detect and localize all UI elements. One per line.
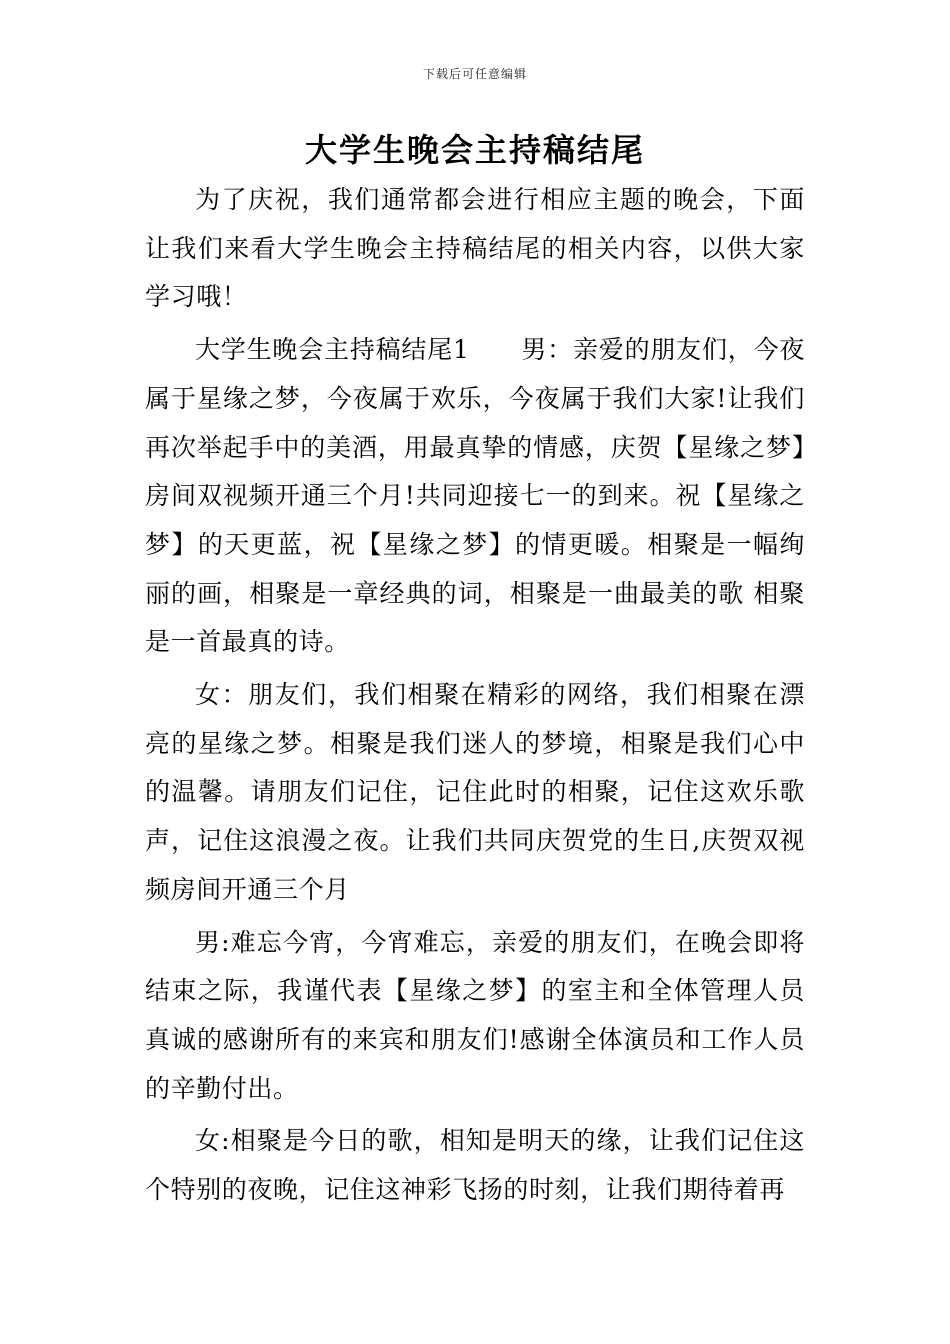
paragraph-female-1: 女：朋友们，我们相聚在精彩的网络，我们相聚在漂亮的星缘之梦。相聚是我们迷人的梦境，相聚是我们心中的温馨。请朋友们记住，记住此时的相聚，记住这欢乐歌声，记住这浪漫之夜。让我们共同庆贺党的生日,庆贺双视频房间开通三个月: [145, 680, 805, 904]
paragraph-male-2: 男:难忘今宵，今宵难忘，亲爱的朋友们，在晚会即将结束之际，我谨代表【星缘之梦】的室主和全体管理人员真诚的感谢所有的来宾和朋友们!感谢全体演员和工作人员的辛勤付出。: [145, 927, 805, 1103]
document-title: 大学生晚会主持稿结尾: [304, 131, 645, 169]
document-body: [145, 176, 805, 1219]
header-note: 下载后可任意编辑: [422, 67, 527, 81]
paragraph-female-2: 女:相聚是今日的歌，相知是明天的缘，让我们记住这个特别的夜晚，记住这神彩飞扬的时刻，让我们期待着再: [145, 1126, 805, 1205]
paragraph-opening-male: 大学生晚会主持稿结尾1 男：亲爱的朋友们，今夜属于星缘之梦，今夜属于欢乐，今夜属于我们大家!让我们再次举起手中的美酒，用最真挚的情感，庆贺【星缘之梦】房间双视频开通三个月!共同迎接七一的到来。祝【星缘之梦】的天更蓝，祝【星缘之梦】的情更暖。相聚是一幅绚丽的画，相聚是一章经典的词，相聚是一曲最美的歌 相聚是一首最真的诗。: [145, 335, 805, 657]
paragraph-intro: 为了庆祝，我们通常都会进行相应主题的晚会，下面让我们来看大学生晚会主持稿结尾的相关内容，以供大家学习哦！: [145, 185, 805, 312]
